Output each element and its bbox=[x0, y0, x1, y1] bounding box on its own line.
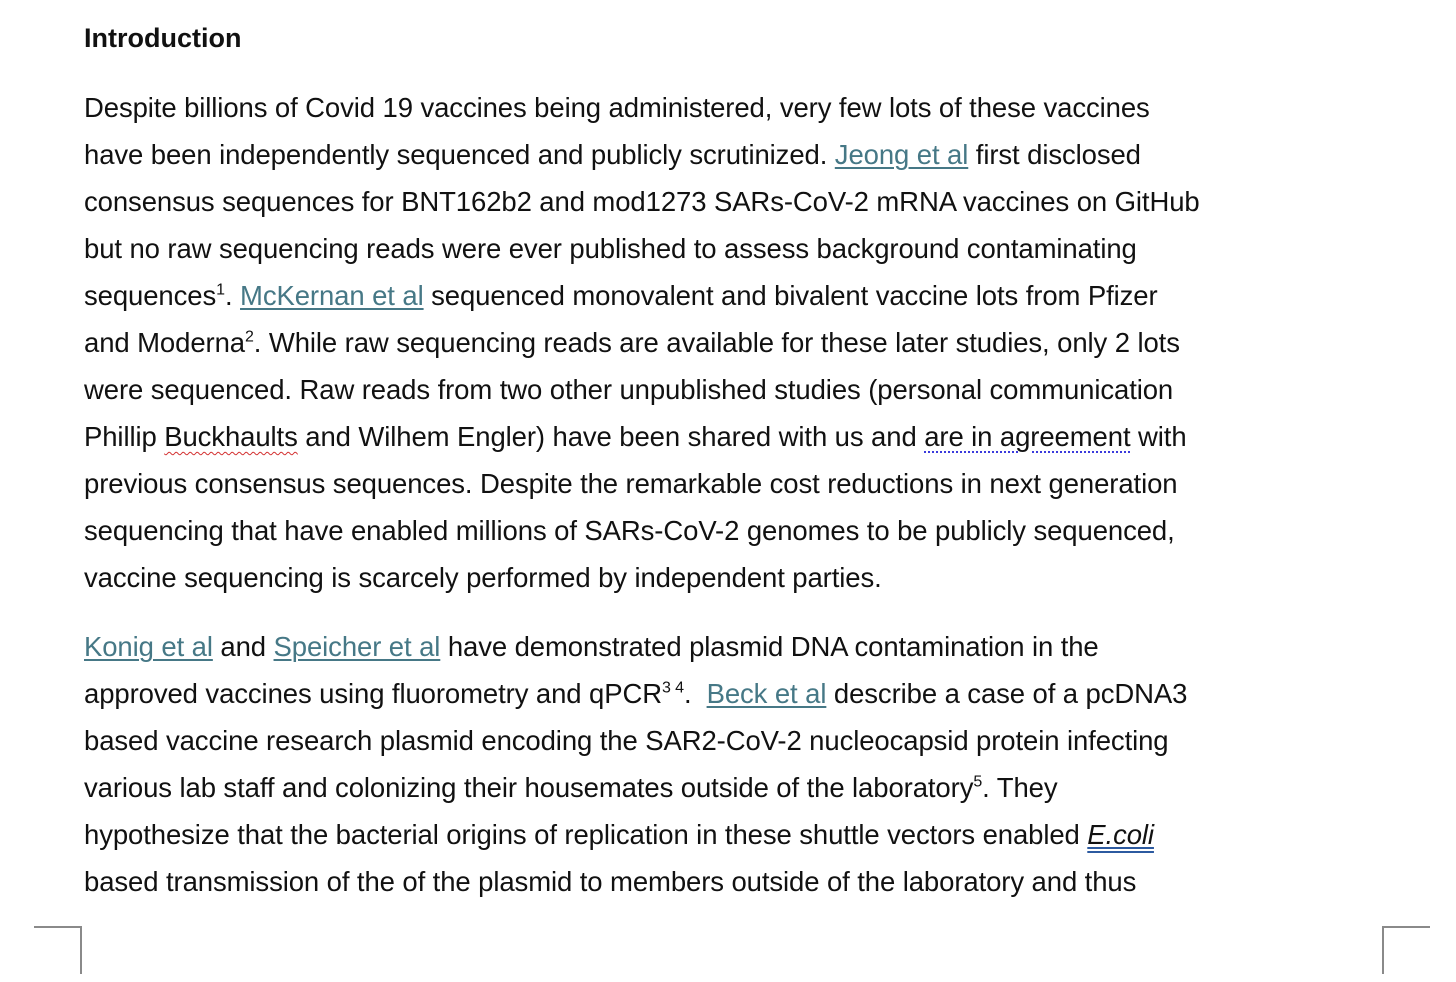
section-heading: Introduction bbox=[84, 23, 242, 53]
text-line: and Moderna$^2$. While raw sequencing reads are available for these later studies, only 2 lots bbox=[84, 327, 1180, 358]
page-corner-marker-right bbox=[1382, 926, 1430, 974]
citation-link-beck[interactable]: Beck et al bbox=[706, 678, 827, 709]
text-line: previous consensus sequences. Despite the remarkable cost reductions in next generation bbox=[84, 468, 1178, 499]
reference-superscript: 2 bbox=[244, 328, 254, 346]
grammar-flagged-phrase[interactable]: are in agreement bbox=[924, 421, 1131, 452]
text-line: but no raw sequencing reads were ever published to assess background contaminating bbox=[84, 233, 1137, 264]
text-line: were sequenced. Raw reads from two other unpublished studies (personal communication bbox=[84, 374, 1174, 405]
citation-link-mckernan[interactable]: McKernan et al bbox=[240, 280, 424, 311]
text-line: consensus sequences for BNT162b2 and mod1273 SARs-CoV-2 mRNA vaccines on GitHub bbox=[84, 186, 1200, 217]
text-line: Despite billions of Covid 19 vaccines being administered, very few lots of these vaccines bbox=[84, 92, 1150, 123]
text-line: based transmission of the of the plasmid to members outside of the laboratory and thus bbox=[84, 866, 1137, 897]
page-corner-marker-left bbox=[34, 926, 82, 974]
text-line: sequences$^1$. McKernan et al sequenced monovalent and bivalent vaccine lots from Pfizer bbox=[84, 280, 1158, 311]
citation-link-speicher[interactable]: Speicher et al bbox=[273, 631, 441, 662]
citation-link-jeong[interactable]: Jeong et al bbox=[834, 139, 969, 170]
paragraph-1 bbox=[84, 84, 1384, 601]
reference-superscript: 3 4 bbox=[662, 679, 684, 697]
text-line: various lab staff and colonizing their housemates outside of the laboratory$^5$. They bbox=[84, 772, 1058, 803]
text-line: approved vaccines using fluorometry and qPCR$^{3 4}$. Beck et al describe a case of a pcDNA3 bbox=[84, 678, 1188, 709]
reference-superscript: 5 bbox=[973, 773, 983, 791]
text-line: sequencing that have enabled millions of SARs-CoV-2 genomes to be publicly sequenced, bbox=[84, 515, 1175, 546]
text-line: hypothesize that the bacterial origins of replication in these shuttle vectors enabled E.coli bbox=[84, 819, 1154, 850]
citation-link-konig[interactable]: Konig et al bbox=[84, 631, 213, 662]
document-page bbox=[84, 18, 1384, 927]
text-line: vaccine sequencing is scarcely performed by independent parties. bbox=[84, 562, 882, 593]
reference-superscript: 1 bbox=[216, 281, 225, 299]
text-line: Konig et al and Speicher et al have demonstrated plasmid DNA contamination in the bbox=[84, 631, 1099, 662]
text-line: Phillip Buckhaults and Wilhem Engler) have been shared with us and are in agreement with bbox=[84, 421, 1187, 452]
paragraph-2 bbox=[84, 623, 1384, 905]
text-line: have been independently sequenced and publicly scrutinized. Jeong et al first disclosed bbox=[84, 139, 1141, 170]
species-link-ecoli[interactable]: E.coli bbox=[1087, 819, 1154, 850]
text-line: based vaccine research plasmid encoding the SAR2-CoV-2 nucleocapsid protein infecting bbox=[84, 725, 1169, 756]
spelling-flagged-word[interactable]: Buckhaults bbox=[164, 421, 298, 452]
